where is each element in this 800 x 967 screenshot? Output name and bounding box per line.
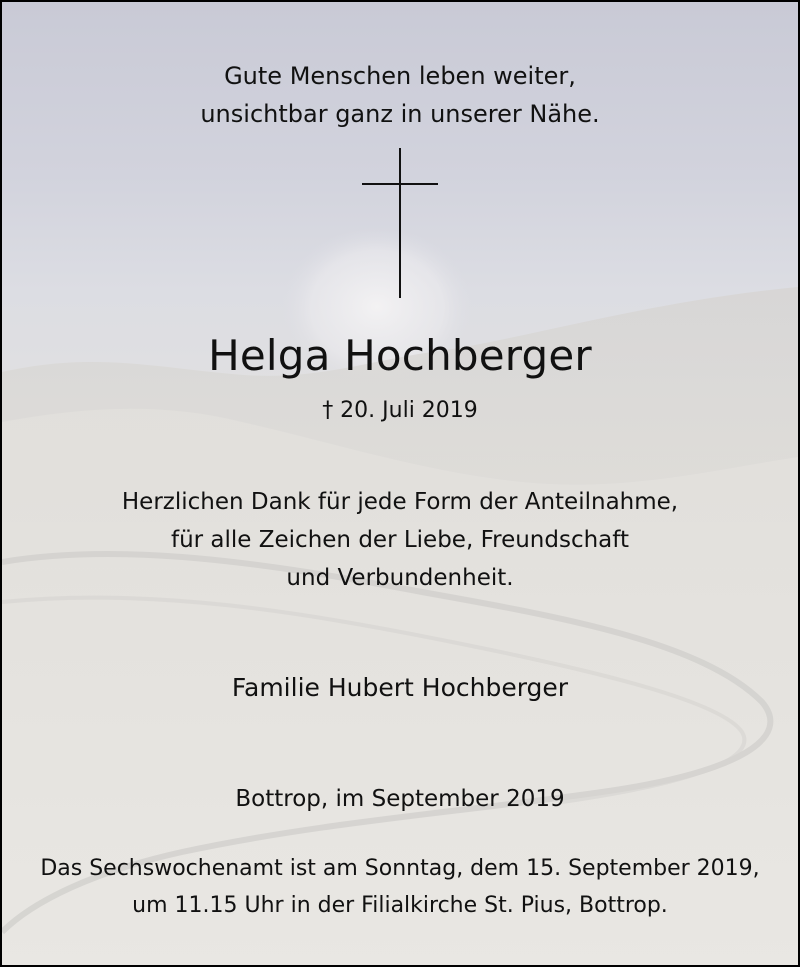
family-signature: Familie Hubert Hochberger bbox=[231, 673, 569, 702]
thanks-message bbox=[2, 483, 798, 597]
motto-line-1: Gute Menschen leben weiter, bbox=[224, 62, 576, 90]
death-date: † 20. Juli 2019 bbox=[322, 398, 478, 423]
deceased-name: Helga Hochberger bbox=[208, 331, 592, 380]
place-and-date: Bottrop, im September 2019 bbox=[235, 786, 565, 812]
service-line-1: Das Sechswochenamt ist am Sonntag, dem 15. September 2019, bbox=[40, 856, 760, 881]
latin-cross-icon bbox=[362, 148, 438, 298]
motto bbox=[2, 57, 798, 133]
thanks-line-2: für alle Zeichen der Liebe, Freundschaft bbox=[170, 527, 629, 553]
memorial-service-info bbox=[2, 850, 798, 924]
thanks-line-1: Herzlichen Dank für jede Form der Anteilnahme, bbox=[121, 489, 679, 515]
service-line-2: um 11.15 Uhr in der Filialkirche St. Pius, Bottrop. bbox=[132, 893, 668, 918]
motto-line-2: unsichtbar ganz in unserer Nähe. bbox=[200, 100, 600, 128]
thanks-line-3: und Verbundenheit. bbox=[286, 565, 514, 591]
